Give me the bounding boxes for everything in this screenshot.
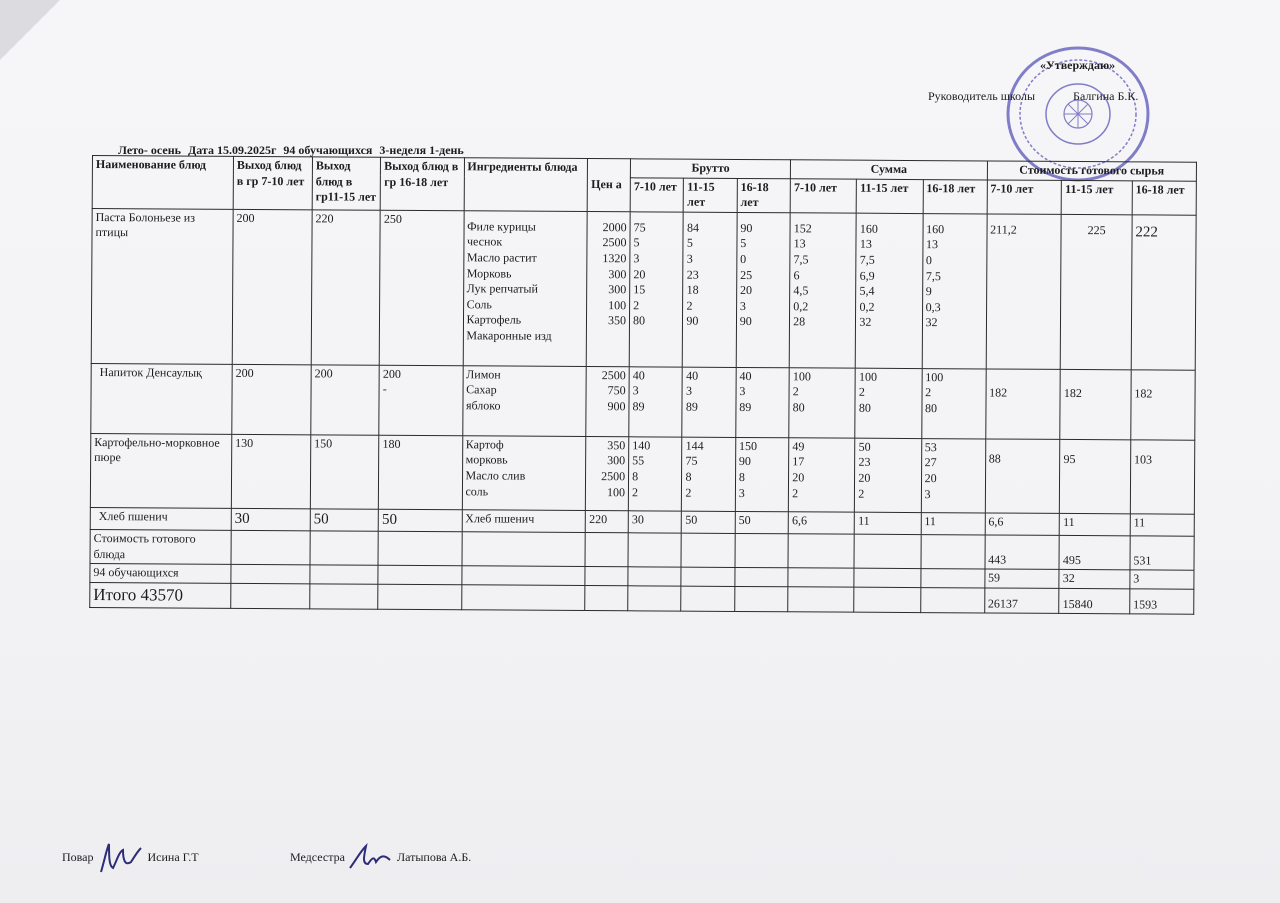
cell-line: 100: [792, 369, 811, 384]
cell-line: 0: [740, 251, 747, 266]
cell-line: 3: [739, 384, 746, 399]
cook-signature: [97, 838, 145, 878]
sum-16-18-values: [921, 368, 986, 438]
col-out-16-18: Выход блюд в гр 16-18 лет: [380, 157, 464, 210]
cell-line: 50: [685, 512, 698, 527]
cell-line: 23: [686, 267, 699, 282]
cook-name: Исина Г.Т: [147, 849, 199, 864]
dish-price: [586, 510, 629, 533]
cost-11-15-value: 95: [1060, 439, 1131, 513]
cost-11-15: 11-15 лет: [1062, 180, 1133, 215]
nurse-signature-line: [290, 838, 471, 878]
cell-line: 300: [608, 266, 627, 281]
cell-line: 55: [632, 453, 645, 468]
cell-line: 90: [739, 314, 752, 329]
col-brutto: Брутто: [630, 159, 790, 179]
cell-line: 80: [924, 401, 938, 416]
dish-name: Напиток Денсаулық: [91, 363, 232, 434]
cell-line: 13: [793, 236, 806, 251]
cook-signature-line: [62, 838, 199, 878]
brutto-11-15-values: [683, 212, 737, 367]
cost-16-18-value: 222: [1131, 215, 1196, 370]
col-out-7-10: Выход блюд в гр 7-10 лет: [233, 156, 312, 209]
sum-11-15-values: [855, 512, 921, 535]
sum-7-10-values: [789, 368, 856, 438]
cell-line: 2500: [601, 469, 626, 484]
cell-line: соль: [465, 483, 489, 498]
cell-line: 5: [740, 236, 747, 251]
cell-line: 80: [858, 400, 871, 415]
cell-line: 160: [859, 221, 878, 236]
cell-line: 20: [792, 470, 805, 485]
heading-date: Дата 15.09.2025г: [187, 143, 277, 157]
dish-price: [587, 211, 631, 366]
cell-line: 3: [685, 384, 693, 399]
summa-11-15: 11-15 лет: [857, 179, 923, 214]
cell-line: Макаронные изд: [466, 328, 552, 343]
cell-line: 140: [632, 438, 651, 453]
dish-ingredients: [462, 436, 586, 511]
cell-line: 100: [608, 297, 627, 313]
cell-line: Картоф: [465, 437, 504, 452]
cell-line: 6,9: [859, 268, 875, 283]
cell-line: 2500: [601, 367, 626, 383]
cell-line: 100: [925, 369, 944, 384]
cell-line: Масло растит: [466, 250, 537, 265]
cell-line: яблоко: [465, 398, 501, 413]
cost-11-15-value: 225: [1061, 214, 1132, 369]
cell-line: 20: [739, 283, 753, 298]
cell-line: морковь: [465, 452, 508, 467]
sum-11-15-values: [856, 213, 923, 368]
cell-line: 2: [685, 485, 692, 500]
cook-role: Повар: [62, 849, 94, 864]
dish-name: Паста Болоньезе из птицы: [91, 208, 233, 364]
total-label: Итого 43570: [90, 583, 231, 609]
col-summa: Сумма: [791, 160, 988, 180]
cell-line: 11: [858, 513, 870, 528]
cell-line: 40: [739, 368, 752, 383]
summa-16-18: 16-18 лет: [923, 179, 987, 214]
cell-line: 27: [924, 455, 937, 470]
dish-cost-11-15: 495: [1059, 536, 1130, 571]
cell-line: 350: [607, 437, 626, 453]
cell-line: 0: [925, 253, 932, 268]
cell-line: 2: [858, 385, 865, 400]
col-out-11-15: Выход блюд в гр11-15 лет: [312, 157, 381, 210]
cell-line: Филе курицы: [467, 219, 536, 234]
brutto-7-10-values: [629, 212, 683, 367]
cell-line: 3: [739, 298, 746, 313]
cost-11-15-value: 11: [1060, 513, 1131, 536]
dish-price: [586, 366, 629, 436]
sum-16-18-values: [922, 213, 987, 368]
dish-out-11-15: 50: [310, 509, 378, 532]
cell-line: 2500: [602, 235, 627, 250]
cell-line: 5,4: [859, 283, 875, 298]
cell-line: 2: [633, 298, 640, 313]
summa-7-10: 7-10 лет: [790, 178, 856, 213]
col-ingredients: Ингредиенты блюда: [464, 158, 588, 212]
cost-16-18-value: 103: [1130, 440, 1195, 514]
cell-line: 7,5: [859, 252, 875, 267]
dish-cost-16-18: 531: [1130, 536, 1194, 571]
summary-row-total: [90, 583, 1194, 615]
dish-out-16-18: 180: [379, 435, 463, 510]
dish-out-11-15: 200: [311, 365, 380, 435]
total-7-10: 26137: [984, 588, 1059, 614]
students-11-15: 32: [1059, 570, 1130, 589]
cost-11-15-value: 182: [1060, 369, 1131, 439]
col-price: Цен а: [588, 159, 631, 212]
cell-line: 84: [686, 220, 700, 235]
brutto-11-15-values: [682, 511, 736, 534]
cost-7-10-value: 88: [985, 439, 1060, 513]
dish-ingredients: [462, 510, 586, 533]
cell-line: 90: [740, 220, 753, 235]
cell-line: 89: [739, 399, 752, 415]
students-label: 94 обучающихся: [90, 564, 231, 583]
cell-line: 900: [607, 399, 626, 414]
sum-11-15-values: [855, 368, 922, 438]
students-7-10: 59: [985, 569, 1060, 588]
brutto-11-15-values: [682, 437, 736, 511]
cell-line: Морковь: [466, 265, 512, 281]
cell-line: 7,5: [793, 252, 809, 267]
cell-line: 144: [685, 438, 704, 453]
dish-price: [586, 436, 629, 510]
brutto-16-18-values: [735, 511, 789, 534]
cell-line: 350: [608, 313, 627, 328]
dish-out-mark: -: [382, 382, 387, 397]
cell-line: 3: [738, 485, 745, 500]
cell-line: 18: [686, 282, 699, 297]
cell-line: 2: [858, 486, 865, 501]
cell-line: 100: [606, 484, 626, 499]
cell-line: 5: [633, 235, 640, 250]
table-row: [91, 208, 1196, 370]
sum-11-15-values: [855, 438, 922, 512]
cell-line: Сахар: [466, 382, 497, 397]
cell-line: 0,2: [859, 299, 875, 314]
dish-out-16-18: 50: [378, 509, 461, 532]
director-role: Руководитель школы: [928, 89, 1036, 103]
approval-title: «Утверждаю»: [1040, 58, 1116, 72]
dish-out-7-10: 130: [231, 434, 310, 508]
table-row: [90, 433, 1194, 514]
cell-line: Хлеб пшенич: [465, 511, 535, 526]
brutto-7-10: 7-10 лет: [630, 177, 684, 212]
page-corner: [0, 0, 60, 60]
cell-line: 4,5: [793, 283, 809, 298]
cell-line: 9: [925, 284, 932, 299]
dish-out-11-15: 220: [311, 210, 380, 365]
sum-7-10-values: [789, 438, 856, 512]
cell-line: 2: [631, 484, 639, 499]
cell-line: 5: [686, 236, 693, 251]
cell-line: 3: [686, 251, 693, 266]
col-cost: Стоимость готового сырья: [987, 161, 1196, 181]
sum-16-18-values: [921, 438, 986, 512]
brutto-7-10-values: [628, 437, 682, 511]
cell-line: 23: [858, 455, 871, 470]
cell-line: 40: [632, 368, 645, 383]
dish-out-16-18-value: 200: [382, 366, 401, 381]
cell-line: Соль: [466, 297, 492, 312]
cell-line: 15: [633, 282, 646, 297]
nurse-role: Медсестра: [290, 849, 345, 864]
cell-line: 75: [633, 220, 646, 235]
cell-line: 20: [858, 470, 871, 485]
cell-line: 25: [740, 267, 753, 282]
cell-line: 3: [924, 486, 931, 501]
heading-season: Лето- осень: [118, 143, 181, 157]
cell-line: 2: [792, 485, 799, 500]
dish-name: Хлеб пшенич: [90, 507, 231, 530]
cell-line: чеснок: [466, 234, 503, 249]
cell-line: 50: [858, 439, 871, 454]
cost-7-10: 7-10 лет: [987, 180, 1062, 215]
cell-line: Лимон: [466, 367, 501, 382]
cell-line: 40: [686, 368, 699, 383]
cost-7-10-value: 182: [985, 369, 1060, 439]
cell-line: 0,2: [793, 299, 809, 314]
dish-name: Картофельно-морковное пюре: [90, 433, 231, 508]
cell-line: 2: [792, 384, 799, 399]
cell-line: 7,5: [925, 268, 941, 283]
brutto-16-18: 16-18 лет: [737, 178, 791, 213]
total-11-15: 15840: [1059, 588, 1130, 614]
cell-line: 13: [925, 237, 939, 252]
brutto-16-18-values: [736, 212, 790, 367]
dish-ingredients: [462, 366, 586, 437]
cell-line: 2000: [602, 219, 627, 235]
cell-line: 3: [632, 383, 639, 398]
cell-line: 8: [632, 469, 639, 484]
cost-16-18-value: 11: [1130, 514, 1194, 537]
cell-line: 152: [793, 221, 812, 236]
cell-line: 20: [924, 471, 937, 486]
cell-line: 30: [631, 512, 644, 527]
sum-16-18-values: [921, 512, 985, 535]
cell-line: Масло слив: [465, 468, 526, 483]
cell-line: 17: [792, 454, 805, 469]
col-name: Наименование блюд: [92, 156, 233, 210]
cell-line: 2: [925, 385, 932, 400]
director-line: [928, 89, 1138, 104]
cell-line: 750: [607, 383, 626, 398]
cell-line: 13: [859, 237, 872, 252]
cell-line: 300: [608, 282, 627, 297]
cell-line: 32: [859, 315, 872, 330]
brutto-11-15: 11-15 лет: [684, 178, 738, 213]
brutto-16-18-values: [736, 367, 790, 437]
cell-line: 53: [924, 439, 937, 454]
sum-7-10-values: [788, 512, 854, 535]
cost-7-10-value: 211,2: [986, 214, 1062, 369]
table-row: [91, 363, 1195, 440]
cell-line: 6,6: [791, 513, 808, 528]
cell-line: 32: [925, 315, 938, 330]
heading-students: 94 обучающихся: [283, 143, 373, 157]
cell-line: 75: [685, 454, 698, 469]
cell-line: 90: [738, 454, 751, 469]
cell-line: 11: [924, 513, 936, 528]
brutto-16-18-values: [735, 437, 789, 511]
cost-16-18: 16-18 лет: [1132, 180, 1196, 215]
cell-line: 300: [607, 453, 626, 468]
cost-16-18-value: 182: [1131, 370, 1196, 440]
cost-7-10-value: 6,6: [985, 513, 1060, 536]
cell-line: 2: [686, 298, 693, 313]
cell-line: 80: [633, 313, 646, 328]
brutto-7-10-values: [628, 511, 682, 534]
cell-line: 1320: [602, 251, 627, 266]
cell-line: 100: [858, 369, 878, 384]
dish-out-16-18: [379, 365, 463, 436]
dish-out-11-15: 150: [310, 435, 379, 509]
cell-line: 0,3: [925, 299, 941, 314]
sum-7-10-values: [789, 213, 856, 368]
nurse-signature: [348, 838, 394, 878]
cell-line: 160: [926, 221, 945, 236]
cell-line: 50: [738, 512, 751, 527]
nurse-name: Латыпова А.Б.: [396, 849, 472, 864]
total-16-18: 1593: [1130, 589, 1194, 614]
cell-line: 6: [793, 267, 800, 282]
cell-line: 8: [738, 469, 745, 484]
cell-line: 20: [633, 266, 646, 281]
cell-line: 89: [632, 399, 645, 414]
dish-ingredients: [463, 211, 588, 367]
brutto-7-10-values: [629, 367, 683, 437]
cell-line: 8: [685, 469, 692, 484]
menu-table: [89, 155, 1197, 615]
dish-cost-label: Стоимость готового блюда: [90, 530, 231, 565]
cell-line: 90: [686, 313, 699, 329]
director-name: Балгина Б.К.: [1073, 89, 1139, 103]
cell-line: 49: [792, 439, 805, 454]
cell-line: Картофель: [466, 312, 522, 327]
cell-line: 80: [792, 400, 805, 415]
students-16-18: 3: [1130, 570, 1194, 589]
cell-line: 89: [685, 399, 698, 414]
cell-line: 150: [739, 438, 758, 453]
brutto-11-15-values: [682, 367, 736, 437]
cell-line: 220: [589, 511, 608, 526]
dish-out-16-18: 250: [379, 210, 463, 366]
cell-line: 28: [793, 314, 806, 329]
heading-week-day: 3-неделя 1-день: [379, 143, 464, 157]
dish-cost-7-10: 443: [985, 535, 1060, 570]
dish-out-7-10: 200: [232, 364, 311, 434]
cell-line: 3: [633, 251, 640, 266]
dish-out-7-10: 30: [231, 508, 310, 531]
cell-line: Лук репчатый: [466, 281, 538, 296]
dish-out-7-10: 200: [232, 209, 312, 364]
